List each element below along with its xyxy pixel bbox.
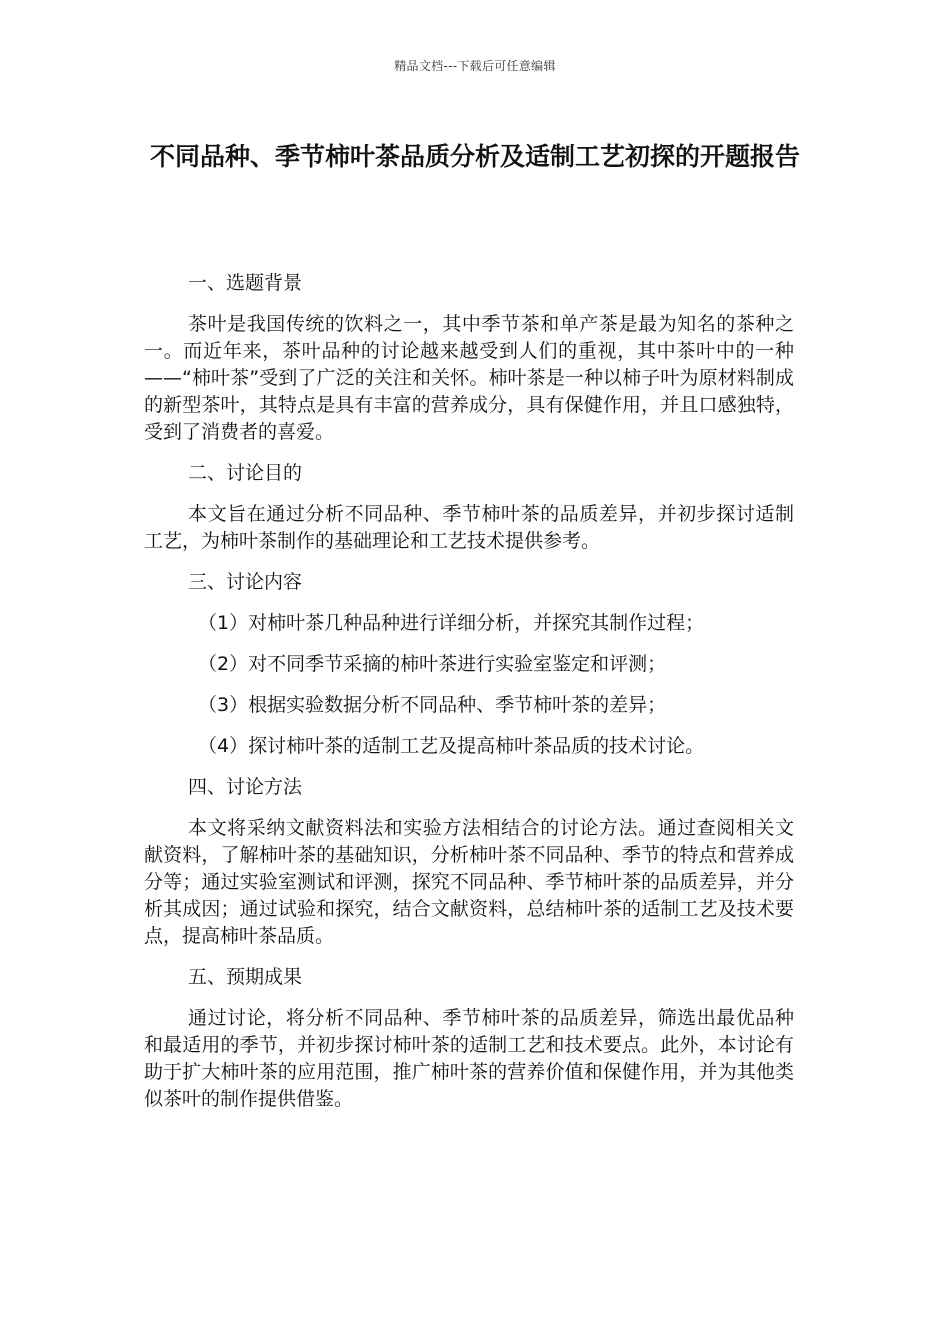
section-heading: 一、选题背景 — [188, 272, 303, 294]
section-paragraph: 通过讨论，将分析不同品种、季节柿叶茶的品质差异，筛选出最优品种和最适用的季节，并初步探讨柿叶茶的适制工艺和技术要点。此外，本讨论有助于扩大柿叶茶的应用范围，推广柿叶茶的营养价值和保健作用，并为其他类似茶叶的制作提供借鉴。 — [144, 1007, 794, 1110]
section-paragraph: 本文旨在通过分析不同品种、季节柿叶茶的品质差异，并初步探讨适制工艺，为柿叶茶制作的基础理论和工艺技术提供参考。 — [144, 503, 794, 552]
section-heading: 五、预期成果 — [188, 966, 303, 988]
section-purpose — [144, 460, 794, 555]
document-body — [144, 270, 794, 1127]
list-item: （3）根据实验数据分析不同品种、季节柿叶茶的差异； — [198, 694, 667, 716]
document-title: 不同品种、季节柿叶茶品质分析及适制工艺初探的开题报告 — [149, 142, 800, 171]
section-heading: 三、讨论内容 — [188, 571, 303, 593]
section-content — [144, 569, 794, 760]
list-item: （2）对不同季节采摘的柿叶茶进行实验室鉴定和评测； — [198, 653, 667, 675]
section-paragraph: 本文将采纳文献资料法和实验方法相结合的讨论方法。通过查阅相关文献资料，了解柿叶茶的基础知识，分析柿叶茶不同品种、季节的特点和营养成分等；通过实验室测试和评测，探究不同品种、季节柿叶茶的品质差异，并分析其成因；通过试验和探究，结合文献资料，总结柿叶茶的适制工艺及技术要点，提高柿叶茶品质。 — [144, 817, 794, 947]
list-item: （1）对柿叶茶几种品种进行详细分析，并探究其制作过程； — [198, 612, 705, 634]
section-background — [144, 270, 794, 446]
page-header: 精品文档---下载后可任意编辑 — [394, 59, 556, 73]
section-method — [144, 774, 794, 950]
section-expected-results — [144, 964, 794, 1113]
section-heading: 四、讨论方法 — [188, 776, 303, 798]
section-paragraph: 茶叶是我国传统的饮料之一，其中季节茶和单产茶是最为知名的茶种之一。而近年来，茶叶品种的讨论越来越受到人们的重视，其中茶叶中的一种——“柿叶茶”受到了广泛的关注和关怀。柿叶茶是一种以柿子叶为原材料制成的新型茶叶，其特点是具有丰富的营养成分，具有保健作用，并且口感独特，受到了消费者的喜爱。 — [144, 313, 794, 443]
section-heading: 二、讨论目的 — [188, 462, 303, 484]
list-item: （4）探讨柿叶茶的适制工艺及提高柿叶茶品质的技术讨论。 — [198, 735, 705, 757]
